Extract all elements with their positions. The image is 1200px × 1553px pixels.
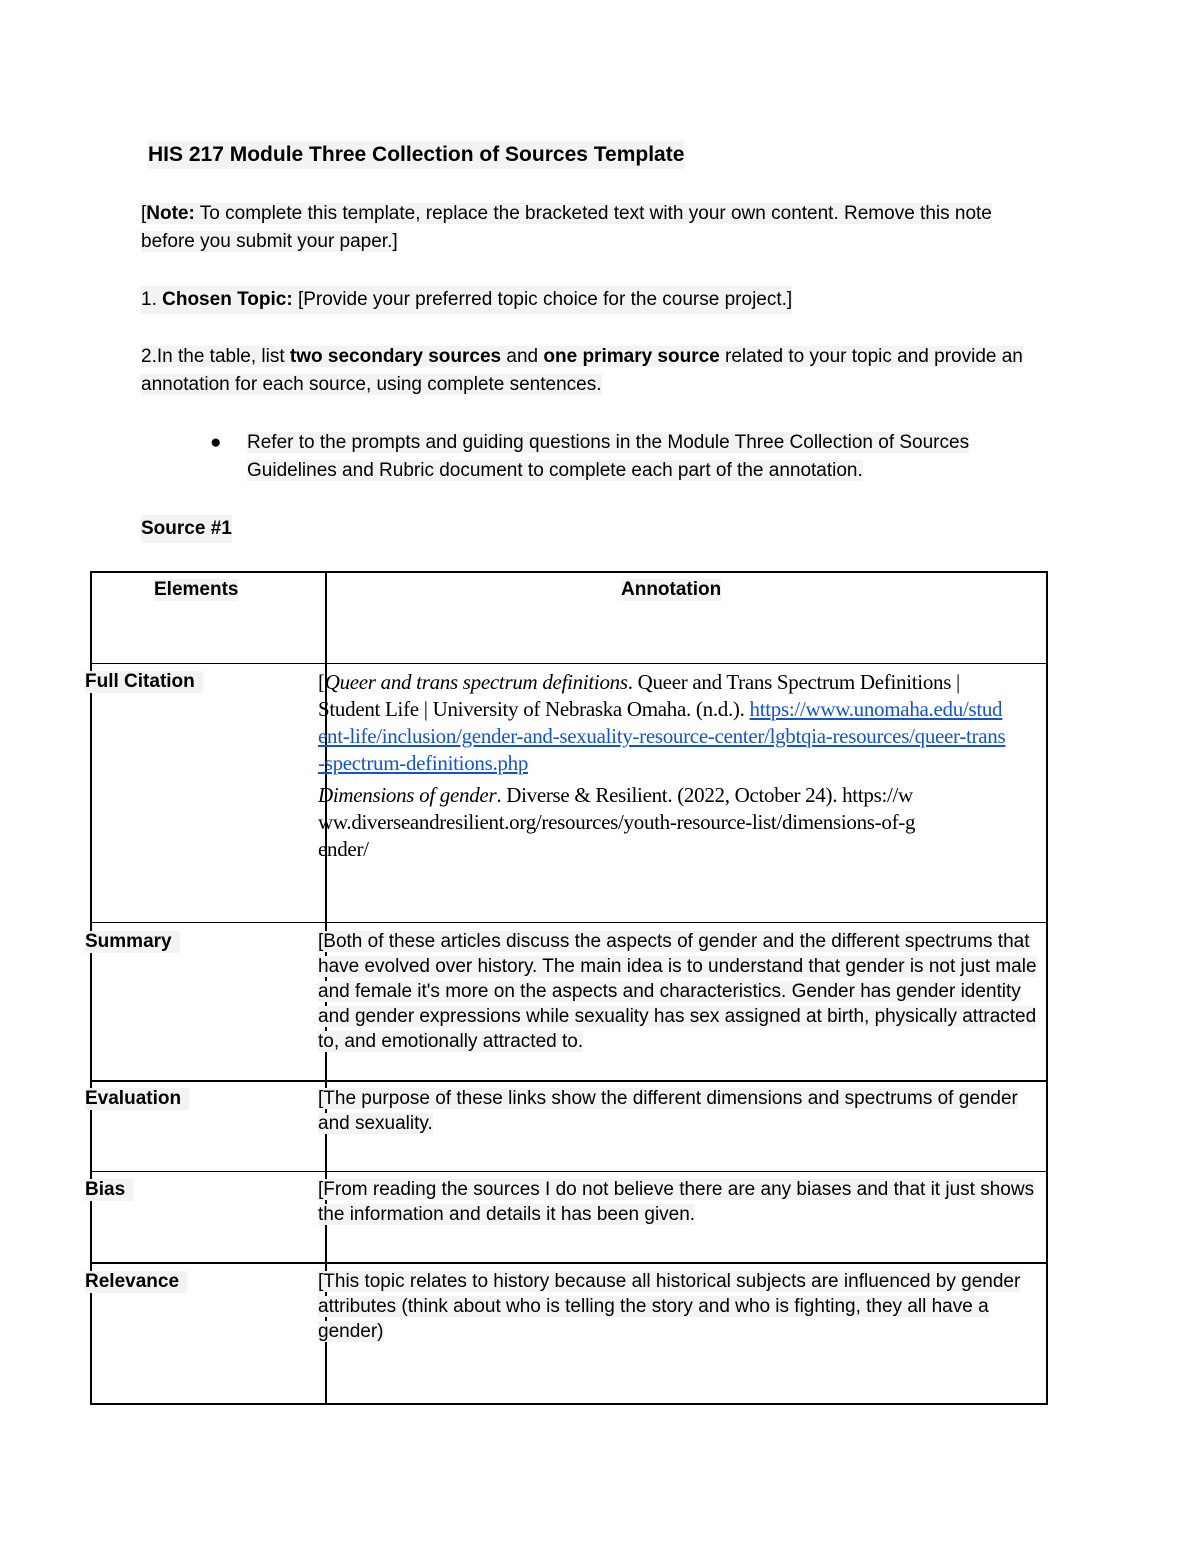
label-relevance: Relevance: [85, 1271, 187, 1293]
relevance-text: [318, 1269, 1048, 1344]
bias-content: [From reading the sources I do not believe there are any biases and that it just shows the information and details it has been given.: [318, 1179, 1035, 1225]
table-row-divider: [90, 1262, 1048, 1264]
citation-1-bracket: [: [318, 670, 325, 694]
summary-text: [318, 929, 1038, 1054]
note-label: Note:: [146, 203, 195, 224]
table-row-divider: [90, 1171, 1048, 1172]
summary-content: [Both of these articles discuss the aspects of gender and the different spectrums that have evolved over history. The main idea is to understand that gender is not just male and female it's more on the aspects and characteristics. Gender has gender identity and gender expressions while sexuality has sex assigned at birth, physically attracted to, and emotionally attracted to.: [318, 931, 1037, 1052]
source-heading: Source #1: [141, 515, 232, 543]
label-summary: Summary: [85, 931, 180, 953]
table-border-top: [90, 571, 1048, 573]
evaluation-text: [318, 1086, 1046, 1136]
citation-1-rest: . Queer and Trans Spectrum Definitions | Student Life | University of Nebraska Omaha. (n.d.).: [318, 670, 960, 721]
template-note: [141, 200, 1031, 256]
instruction: [141, 343, 1046, 399]
relevance-content: [This topic relates to history because all historical subjects are influenced by gender attributes (think about who is telling the story and who is fighting, they all have a gender): [318, 1271, 1021, 1342]
instruction-bold-1: two secondary sources: [289, 346, 502, 367]
label-bias: Bias: [85, 1179, 133, 1201]
bias-text: [318, 1177, 1038, 1227]
header-annotation: Annotation: [621, 579, 722, 600]
citation-2-rest: . Diverse & Resilient. (2022, October 24).: [496, 783, 838, 807]
header-elements: Elements: [154, 579, 239, 600]
table-row-divider: [90, 663, 1048, 664]
document-title: HIS 217 Module Three Collection of Sources Template: [148, 141, 684, 169]
citation-2-title: Dimensions of gender: [318, 783, 497, 807]
instruction-bold-2: one primary source: [543, 346, 720, 367]
bullet-text: [247, 429, 1047, 485]
evaluation-content: [The purpose of these links show the different dimensions and spectrums of gender and sexuality.: [318, 1088, 1018, 1134]
topic-number: 1.: [141, 289, 163, 310]
topic-text: [Provide your preferred topic choice for the course project.]: [292, 289, 793, 310]
table-row-divider: [90, 1080, 1048, 1082]
instruction-suffix: related to your topic and provide an annotation for each source, using complete sentences.: [141, 346, 1023, 395]
table-border-bottom: [90, 1403, 1048, 1405]
label-full-citation: Full Citation: [85, 671, 203, 693]
citation-1-title: Queer and trans spectrum definitions: [324, 670, 628, 694]
citation-1-link[interactable]: https://www.unomaha.edu/student-life/inclusion/gender-and-sexuality-resource-center/lgbtqia-resources/queer-trans-spectrum-definitions.php: [318, 697, 1006, 775]
note-bracket: [: [141, 203, 147, 224]
citation-1: [318, 669, 1008, 777]
instruction-prefix: 2.In the table, list: [141, 346, 290, 367]
citation-2-url: https://www.diverseandresilient.org/resources/youth-resource-list/dimensions-of-gender/: [318, 783, 916, 861]
topic-label: Chosen Topic:: [162, 289, 293, 310]
label-evaluation: Evaluation: [85, 1088, 189, 1110]
table-row-divider: [90, 922, 1048, 923]
citation-2: [318, 782, 918, 863]
bullet-icon: ●: [210, 432, 222, 453]
instruction-mid: and: [501, 346, 544, 367]
note-text: To complete this template, replace the bracketed text with your own content. Remove this note before you submit your paper.]: [141, 203, 992, 252]
bullet-text-content: Refer to the prompts and guiding questions in the Module Three Collection of Sources Guidelines and Rubric document to complete each part of the annotation.: [247, 432, 970, 481]
chosen-topic: [141, 286, 792, 314]
